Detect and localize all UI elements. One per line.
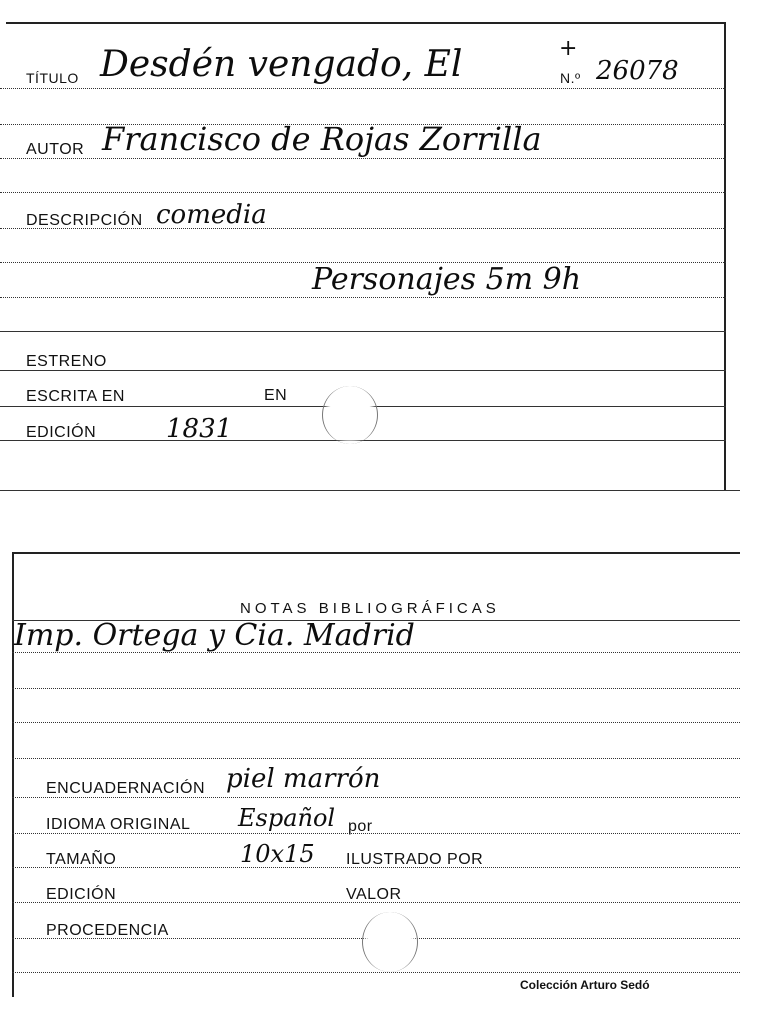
tamano-value: 10x15 [240,840,315,868]
rule-line [12,722,740,723]
procedencia-label: PROCEDENCIA [46,922,169,939]
notes-value: Imp. Ortega y Cia. Madrid [14,618,415,653]
collection-credit: Colección Arturo Sedó [520,978,650,992]
rule-line [0,331,726,332]
rule-line [0,297,726,298]
autor-value: Francisco de Rojas Zorrilla [102,120,542,158]
titulo-label: TÍTULO [26,70,79,86]
rule-line [0,158,726,159]
cross-mark: + [559,36,578,61]
numero-value: 26078 [596,56,679,86]
rule-line [12,688,740,689]
descripcion-label: DESCRIPCIÓN [26,212,143,229]
encuadernacion-value: piel marrón [226,764,381,794]
estreno-label: ESTRENO [26,353,107,370]
numero-label: N.º [560,70,581,86]
rule-line [12,972,740,973]
tamano-label: TAMAÑO [46,851,117,868]
titulo-value: Desdén vengado, El [100,44,463,85]
rule-line [0,192,726,193]
autor-label: AUTOR [26,141,85,158]
rule-line [0,370,726,371]
card-separator [0,490,740,491]
ilustrado-por-label: ILUSTRADO POR [346,851,484,868]
en-label: EN [264,387,288,404]
rule-line [12,758,740,759]
notas-bibliograficas-heading: NOTAS BIBLIOGRÁFICAS [240,600,500,617]
por-label: por [348,818,373,835]
edicion-label: EDICIÓN [26,424,97,441]
punch-hole [362,912,418,972]
idioma-original-value: Español [238,804,336,832]
valor-label: VALOR [346,886,402,903]
encuadernacion-label: ENCUADERNACIÓN [46,780,206,797]
rule-line [0,88,726,89]
escrita-en-label: ESCRITA EN [26,388,125,405]
idioma-original-label: IDIOMA ORIGINAL [46,816,191,833]
edicion-value: 1831 [166,414,233,444]
punch-hole [322,386,378,444]
edicion-label-bottom: EDICIÓN [46,886,117,903]
descripcion-value: comedia [156,200,267,230]
personajes-value: Personajes 5m 9h [312,262,582,297]
